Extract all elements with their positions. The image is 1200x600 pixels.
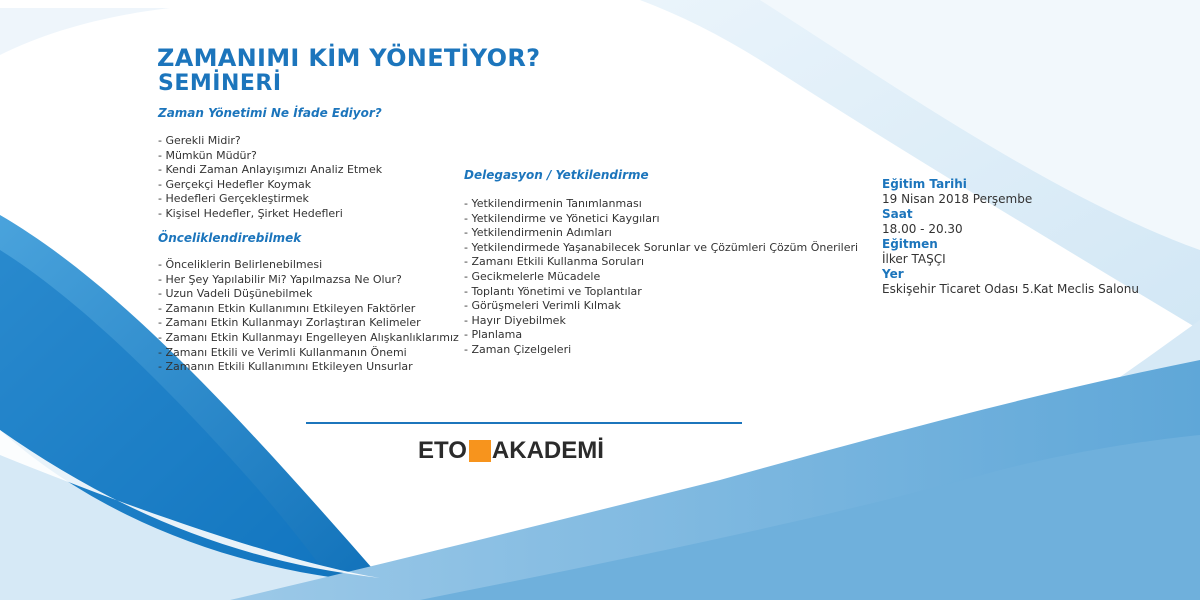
list-item: - Gerekli Midir? xyxy=(158,134,241,147)
list-item: - Mümkün Müdür? xyxy=(158,148,257,162)
section-list-prioritizing xyxy=(158,258,459,375)
list-item: - Planlama xyxy=(464,328,523,342)
list-item: - Yetkilendirmenin Tanımlanması xyxy=(464,197,642,210)
time-value: 18.00 - 20.30 xyxy=(882,222,963,236)
logo-right-text: AKADEMİ xyxy=(491,437,604,464)
logo-left-text: ETO xyxy=(418,437,467,464)
list-item: - Zamanın Etkin Kullanımını Etkileyen Faktörler xyxy=(158,301,416,315)
section-heading-prioritizing: Önceliklendirebilmek xyxy=(158,231,302,245)
list-item: - Zamanı Etkili Kullanma Soruları xyxy=(464,255,645,269)
page-subtitle: SEMİNERİ xyxy=(158,71,282,96)
list-item: - Zamanı Etkin Kullanmayı Engelleyen Alışkanlıklarımız xyxy=(158,330,459,344)
section-heading-time-management: Zaman Yönetimi Ne İfade Ediyor? xyxy=(158,106,382,120)
section-heading-delegation: Delegasyon / Yetkilendirme xyxy=(464,168,649,182)
list-item: - Zaman Çizelgeleri xyxy=(464,342,572,356)
event-info xyxy=(882,177,1139,297)
list-item: - Kendi Zaman Anlayışımızı Analiz Etmek xyxy=(158,163,383,177)
trainer-value: İlker TAŞÇI xyxy=(882,252,946,266)
list-item: - Uzun Vadeli Düşünebilmek xyxy=(158,287,313,301)
list-item: - Önceliklerin Belirlenebilmesi xyxy=(158,258,323,271)
date-label: Eğitim Tarihi xyxy=(882,177,967,191)
section-list-delegation xyxy=(464,197,858,358)
list-item: - Yetkilendirmenin Adımları xyxy=(464,226,612,240)
list-item: - Yetkilendirmede Yaşanabilecek Sorunlar ve Çözümleri Çözüm Önerileri xyxy=(464,240,859,254)
list-item: - Gerçekçi Hedefler Koymak xyxy=(158,177,312,191)
section-list-time-management xyxy=(158,134,382,222)
trainer-label: Eğitmen xyxy=(882,237,938,251)
list-item: - Hayır Diyebilmek xyxy=(464,313,566,327)
list-item: - Yetkilendirme ve Yönetici Kaygıları xyxy=(464,211,660,225)
list-item: - Zamanı Etkili ve Verimli Kullanmanın Önemi xyxy=(158,345,407,359)
list-item: - Görüşmeleri Verimli Kılmak xyxy=(464,299,621,313)
list-item: - Hedefleri Gerçekleştirmek xyxy=(158,192,309,206)
list-item: - Her Şey Yapılabilir Mi? Yapılmazsa Ne Olur? xyxy=(158,272,402,286)
list-item: - Kişisel Hedefler, Şirket Hedefleri xyxy=(158,206,343,220)
eto-akademi-logo xyxy=(418,438,604,464)
list-item: - Gecikmelerle Mücadele xyxy=(464,269,601,283)
list-item: - Toplantı Yönetimi ve Toplantılar xyxy=(464,284,642,298)
list-item: - Zamanı Etkin Kullanmayı Zorlaştıran Kelimeler xyxy=(158,316,421,330)
divider-line xyxy=(306,422,742,424)
time-label: Saat xyxy=(882,207,913,221)
place-value: Eskişehir Ticaret Odası 5.Kat Meclis Salonu xyxy=(882,282,1139,296)
place-label: Yer xyxy=(882,267,904,281)
page-title: ZAMANIMI KİM YÖNETİYOR? xyxy=(157,44,541,72)
logo-orange-square xyxy=(469,440,491,462)
list-item: - Zamanın Etkili Kullanımını Etkileyen Unsurlar xyxy=(158,360,413,374)
date-value: 19 Nisan 2018 Perşembe xyxy=(882,192,1033,206)
